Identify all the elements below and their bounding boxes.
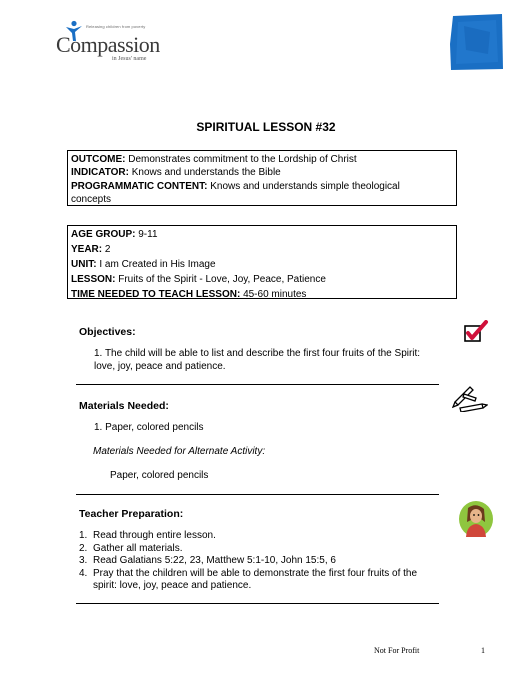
programmatic-content-value-cont: concepts [71,194,112,206]
age-group-label: AGE GROUP: [71,229,136,240]
teacher-preparation-heading: Teacher Preparation: [79,508,184,520]
lesson-row [71,273,453,288]
list-text: Read Galatians 5:22, 23, Matthew 5:1-10, John 15:5, 6 [93,555,336,567]
outcome-value: Demonstrates commitment to the Lordship of Christ [128,154,357,165]
year-label: YEAR: [71,244,103,255]
pencils-icon [452,384,488,412]
alternate-materials-heading: Materials Needed for Alternate Activity: [93,446,266,457]
unit-value: I am Created in His Image [99,259,216,270]
page-number: 1 [481,646,485,655]
outcome-label: OUTCOME: [71,154,126,165]
divider [76,494,439,495]
indicator-value: Knows and understands the Bible [131,167,281,179]
outcome-row [71,153,453,166]
objective-item: 1. The child will be able to list and describe the first four fruits of the Spirit: love, joy, peace and patience. [94,348,421,372]
list-item [79,555,439,568]
footer-note: Not For Profit [374,646,420,655]
list-number: 4. [79,567,88,579]
checkbox-check-icon [463,320,489,344]
list-text: Read through entire lesson. [93,530,216,541]
age-group-value: 9-11 [138,229,158,240]
lesson-info-box [67,225,457,299]
divider [76,603,439,604]
programmatic-content-row [71,180,453,207]
preparation-list [79,530,439,593]
list-item [79,530,439,543]
outcome-box [67,150,457,206]
logo-subtitle: in Jesus' name [112,56,147,62]
list-item [79,543,439,556]
time-row [71,288,453,303]
list-number: 3. [79,555,88,567]
list-number: 1. [79,530,88,541]
indicator-row [71,166,453,179]
programmatic-content-value: Knows and understands simple theological [210,180,400,192]
materials-item: 1. Paper, colored pencils [94,422,204,433]
time-label: TIME NEEDED TO TEACH LESSON: [71,289,241,300]
divider [76,384,439,385]
logo-tagline: Releasing children from poverty [86,24,146,29]
materials-heading: Materials Needed: [79,400,169,412]
lesson-title: SPIRITUAL LESSON #32 [196,120,336,134]
objectives-heading: Objectives: [79,326,136,338]
teacher-icon [458,500,494,538]
unit-label: UNIT: [71,259,97,270]
time-value: 45-60 minutes [243,289,307,300]
list-text: Pray that the children will be able to demonstrate the first four fruits of the spirit: love, joy, peace and patience. [93,567,418,592]
lesson-value: Fruits of the Spirit - Love, Joy, Peace, Patience [118,274,326,285]
compassion-logo [54,20,166,68]
age-group-row [71,228,453,243]
list-text: Gather all materials. [93,542,183,554]
lesson-label: LESSON: [71,274,116,285]
unit-row [71,258,453,273]
year-value: 2 [104,244,111,255]
indicator-label: INDICATOR: [71,167,129,179]
programmatic-content-label: PROGRAMMATIC CONTENT: [71,180,208,192]
list-number: 2. [79,542,88,554]
alternate-materials-item: Paper, colored pencils [110,470,209,481]
list-item [79,568,439,593]
logo-brand: Compassion [56,32,160,57]
year-row [71,243,453,258]
blue-square [450,14,503,70]
